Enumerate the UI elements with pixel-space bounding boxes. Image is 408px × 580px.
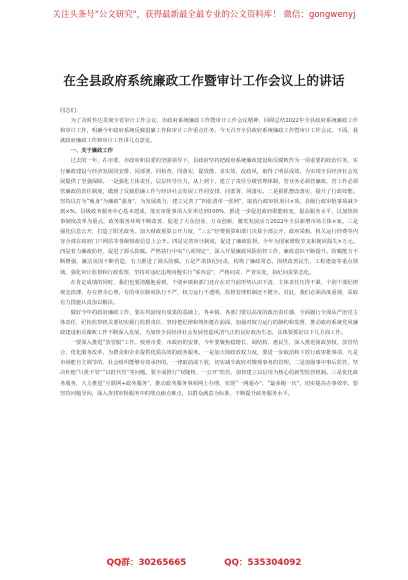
header-banner <box>0 0 408 28</box>
document-body <box>60 106 358 399</box>
banner-text: 关注头条号"公文研究"，获得最新最全最专业的公文资料库！ 微信：gongwenyj <box>52 9 356 19</box>
section-heading: 一、关于廉政工作 <box>70 148 113 155</box>
paragraph: 做好今年的政府廉政工作，要在巩固现有成果的基础上，各乡镇、各部门要以高度的政治责任感，全面履行全面从严治党主体责任，纪检监察机关要切实履行监督责任，坚持把纪律和规矩挺在前面，加强对权力运行的制约和监督，推动政府系统党风廉政建设和反腐败工作不断深入发展，为加快全县经济社会发展营造风清气正的良好政治生态，具体要抓好以下几方面工作。 <box>60 309 358 337</box>
document-title: 在全县政府系统廉政工作暨审计工作会议上的讲话 <box>63 73 345 88</box>
paragraph: 过去的一年，在市委、市政府和县委的坚强领导下，县政府坚持把政府系统廉政建设和反腐败作为一项重要的政治任务，实行廉政建设与经济发展同安排、同部署、同检查、同落实，提效能、求实效、改政风，取得了明显成效。为实现全县经济社会发展提供了坚强保障。一是强化主体责任，层层传导压力。从上到下，建立了责任分级管理体制，管业务必须管廉政，管工作必须管廉政的责任制度，做到了反腐倡廉工作与经济社会发展工作同安排、同部署、同落实。二是狠抓整改落实，提升了行政效能。坚持以打为“瘦身”为廉政“强身”，为发展助力，建立完善了“四张清单一张网”，取消行政审批项目×项，县级行政审批事项减少到×%。县级政务服务中心基本建成，落实审批事项入驻率达到100%，推进一步促进政府职能转变，提高服务水平，以加快简事制度改革为重点，政务服务环境不断改善，促进了大众创业、万众创新，激发发展活力2022年全县新增市场主体×家。三是强化信息公开，打造了阳光政务。加大财政预算公开力度，“三公”经费预算和部门决算全部公开，政府采购、机关运行经费等内容全部在政府门户网站等各级财政信息上公开。四是完善审计制度，促进了廉政监督。全年为国家增收节支和挽回损失×万元。四是着力廉政防控，促进了源头防腐。严格执行中央“八项规定”，深入开展廉政风险防控工作，廉政意识不断提升。防腐能力不断增强，廉洁氛围不断营造，有力推进了源头防腐。五是严肃执纪问责，构筑了廉政常态。围绕改善民生，工程建设等重点领域，强化审计监督和行政监察，坚持对违纪违规问题实行“零容忍”，严格问责、严查实处，执纪问责常态化。 <box>60 158 358 276</box>
paragraph: 在肯定成绩的同时，我们也要清醒地看到，个别乡镇和部门还存在对当前形势认识不清，主体责任压得不紧，个别干部纪律观念淡薄，存在侥幸心理，有的单位制度执行不严，权力运行不透明，监督管理机制还不健全。对此，我们必须高度重视，采取有力措施认真加以解决。 <box>60 279 358 306</box>
paragraph: 一要深入推进“放管服”工作。按照市委、市政府的安排，今年要聚焦稳增长、调结构、惠民生，深入推进简政放权、放管结合、优化服务改革，为群众和企业提供优质高效的政务服务。一是加大简政放权力度，要进一步取消和下放行政审批事项，凡是市场能自主调节的、社会组织能够有效承担的，一律取消或下放，切实减少政府对微观事务的管理。二是加强事中事后监管，坚决杜绝“只批不管”“以批代管”等问题。要全面推行“双随机、一公开”监管，加快建立以信用为核心的新型监管机制。三是优化政务服务，大力推进“互联网+政务服务”，推动政务服务事项网上办理，实现“一网通办”、“最多跑一次”，切实提高办事效率。要坚持问题导向，深入查找审批服务中的堵点痛点难点，以群众满意为标准，不断提升政务服务水平。 <box>60 340 358 397</box>
qq-group-text: QQ群：30265665 <box>106 558 187 568</box>
salutation: 同志们： <box>60 108 82 114</box>
footer-contacts <box>0 552 408 572</box>
paragraph: 为了及时传达贯彻全省审计工作会议、市政府系统廉政工作暨审计工作会议精神，回顾总结2022年全县政府系统廉政工作和审计工作，明确今年政府系统反腐倡廉工作和审计工作重点任务，今天召开全县政府系统廉政工作暨审计工作会议。下面，我就政府廉政工作和审计工作讲几点意见。 <box>60 118 358 145</box>
qq-number-text: QQ：535304092 <box>224 558 302 568</box>
